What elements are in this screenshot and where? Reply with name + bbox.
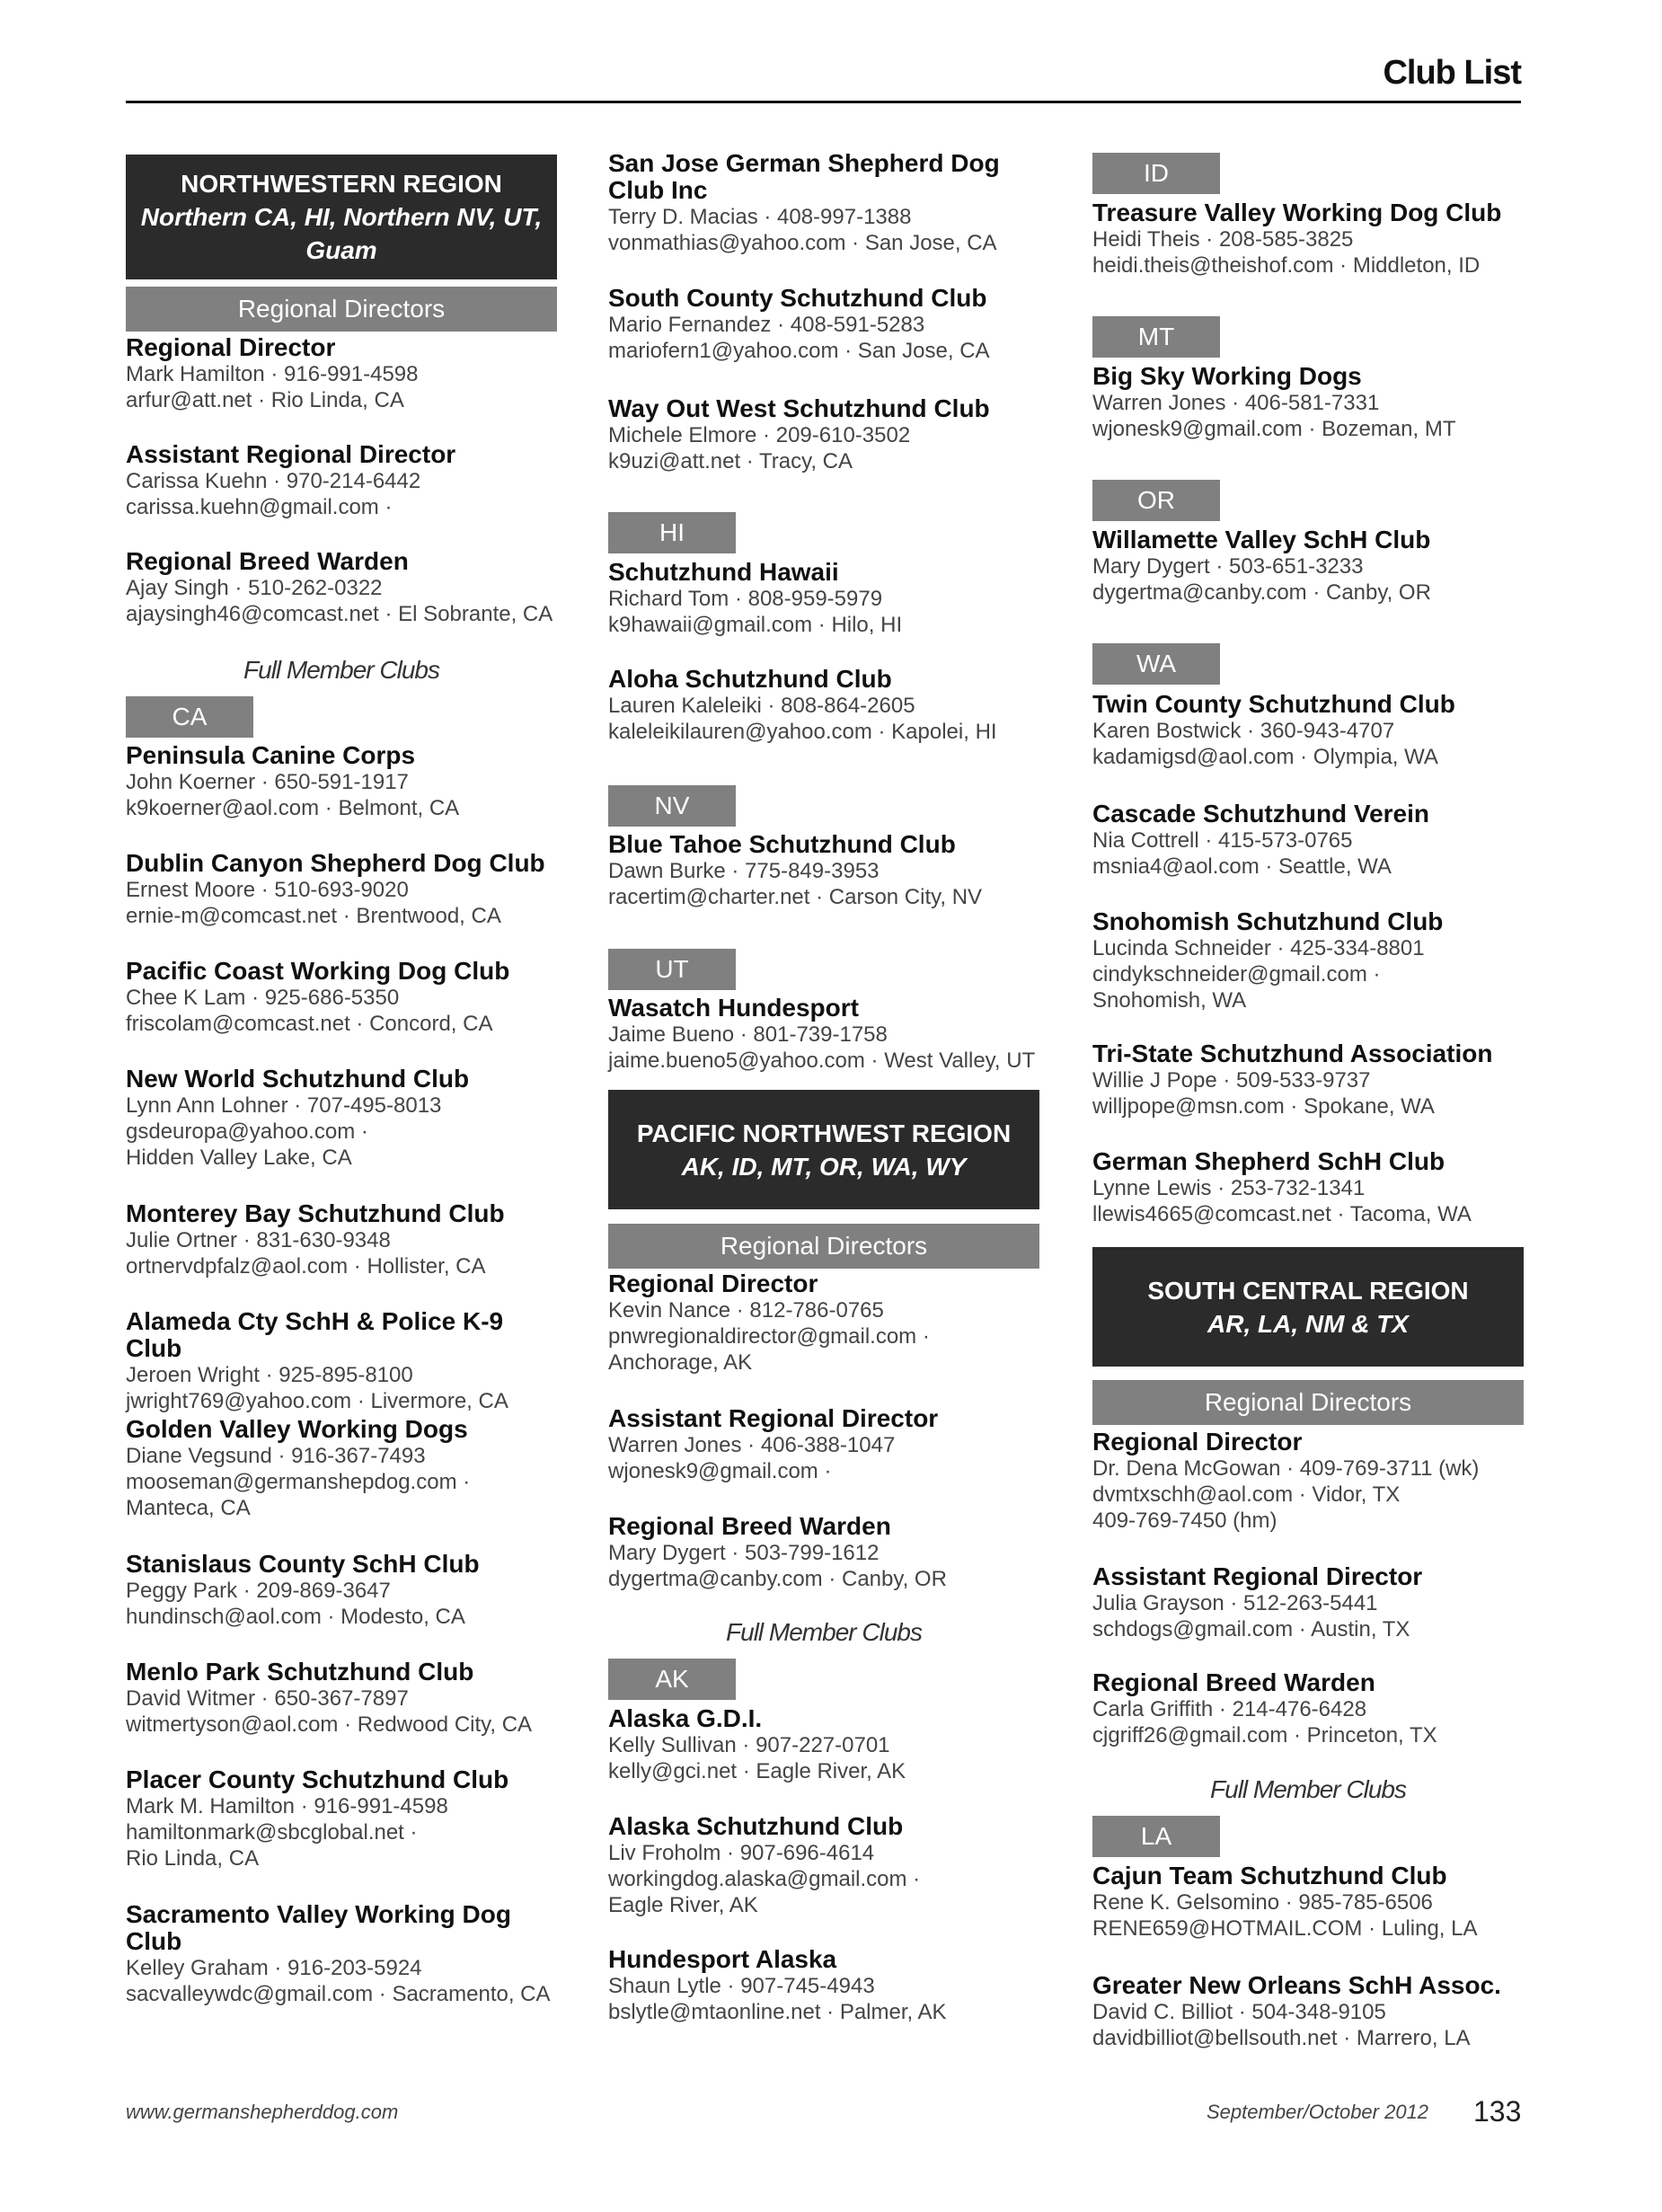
club-entry bbox=[608, 150, 1039, 256]
entry-contact: Willie J Pope · 509-533-9737 bbox=[1092, 1068, 1371, 1093]
entry-name: Alameda Cty SchH & Police K-9 Club bbox=[126, 1307, 504, 1362]
entry-location: Hidden Valley Lake, CA bbox=[126, 1146, 352, 1170]
entry-name: Sacramento Valley Working Dog Club bbox=[126, 1900, 511, 1955]
club-entry bbox=[1092, 363, 1524, 442]
entry-email[interactable]: wjonesk9@gmail.com · Bozeman, MT bbox=[1092, 417, 1456, 441]
entry-contact: Michele Elmore · 209-610-3502 bbox=[608, 423, 911, 447]
entry-name: Regional Breed Warden bbox=[1092, 1668, 1375, 1696]
entry-contact: Mario Fernandez · 408-591-5283 bbox=[608, 313, 925, 337]
entry-name: Aloha Schutzhund Club bbox=[608, 665, 892, 693]
entry-name: Cajun Team Schutzhund Club bbox=[1092, 1862, 1447, 1889]
region-name: PACIFIC NORTHWEST REGION bbox=[636, 1119, 1012, 1147]
entry-email[interactable]: dygertma@canby.com · Canby, OR bbox=[1092, 580, 1431, 605]
director-entry bbox=[1092, 1669, 1524, 1748]
director-entry bbox=[608, 1513, 1039, 1592]
entry-contact: Terry D. Macias · 408-997-1388 bbox=[608, 205, 912, 229]
entry-name: Big Sky Working Dogs bbox=[1092, 362, 1362, 390]
entry-location: Snohomish, WA bbox=[1092, 988, 1247, 1013]
entry-name: Schutzhund Hawaii bbox=[608, 558, 839, 586]
entry-contact: Julie Ortner · 831-630-9348 bbox=[126, 1228, 391, 1252]
entry-contact: Ernest Moore · 510-693-9020 bbox=[126, 878, 409, 902]
entry-name: Assistant Regional Director bbox=[1092, 1562, 1423, 1590]
entry-name: Placer County Schutzhund Club bbox=[126, 1765, 509, 1793]
entry-name: Peninsula Canine Corps bbox=[126, 741, 416, 769]
club-entry bbox=[126, 742, 557, 821]
entry-email[interactable]: k9koerner@aol.com · Belmont, CA bbox=[126, 796, 460, 820]
entry-name: German Shepherd SchH Club bbox=[1092, 1147, 1445, 1175]
club-entry bbox=[608, 395, 1039, 474]
header-rule bbox=[126, 101, 1521, 103]
state-tab-ut: UT bbox=[608, 949, 736, 990]
entry-email[interactable]: dygertma@canby.com · Canby, OR bbox=[608, 1567, 947, 1591]
entry-email[interactable]: ortnervdpfalz@aol.com · Hollister, CA bbox=[126, 1254, 486, 1279]
footer-url[interactable]: www.germanshepherddog.com bbox=[126, 2101, 399, 2123]
entry-email[interactable]: llewis4665@comcast.net · Tacoma, WA bbox=[1092, 1202, 1472, 1226]
entry-name: Snohomish Schutzhund Club bbox=[1092, 907, 1444, 935]
entry-name: Cascade Schutzhund Verein bbox=[1092, 800, 1429, 827]
entry-contact: Heidi Theis · 208-585-3825 bbox=[1092, 227, 1354, 252]
entry-email[interactable]: cindykschneider@gmail.com · bbox=[1092, 962, 1381, 987]
entry-name: Way Out West Schutzhund Club bbox=[608, 394, 990, 422]
club-entry bbox=[126, 1308, 557, 1414]
entry-email[interactable]: racertim@charter.net · Carson City, NV bbox=[608, 885, 983, 909]
entry-email[interactable]: carissa.kuehn@gmail.com · bbox=[126, 495, 393, 519]
entry-email[interactable]: witmertyson@aol.com · Redwood City, CA bbox=[126, 1712, 533, 1737]
entry-email[interactable]: sacvalleywdc@gmail.com · Sacramento, CA bbox=[126, 1982, 551, 2006]
region-name: NORTHWESTERN REGION bbox=[181, 170, 502, 198]
full-member-clubs-label: Full Member Clubs bbox=[1210, 1775, 1406, 1803]
regional-directors-bar: Regional Directors bbox=[126, 287, 557, 332]
entry-contact: Dawn Burke · 775-849-3953 bbox=[608, 859, 880, 883]
entry-email[interactable]: workingdog.alaska@gmail.com · bbox=[608, 1867, 921, 1891]
club-entry bbox=[126, 1659, 557, 1738]
entry-contact: Nia Cottrell · 415-573-0765 bbox=[1092, 828, 1353, 853]
entry-contact: Lauren Kaleleiki · 808-864-2605 bbox=[608, 694, 915, 718]
entry-email[interactable]: davidbilliot@bellsouth.net · Marrero, LA bbox=[1092, 2026, 1471, 2050]
entry-name: Menlo Park Schutzhund Club bbox=[126, 1658, 474, 1686]
club-entry bbox=[608, 831, 1039, 910]
entry-name: Regional Breed Warden bbox=[126, 547, 409, 575]
entry-contact: Mark Hamilton · 916-991-4598 bbox=[126, 362, 419, 386]
entry-contact: Liv Froholm · 907-696-4614 bbox=[608, 1841, 875, 1865]
entry-email[interactable]: hamiltonmark@sbcglobal.net · bbox=[126, 1820, 418, 1845]
club-entry bbox=[126, 1066, 557, 1171]
state-tab-mt: MT bbox=[1092, 316, 1220, 358]
entry-contact: Shaun Lytle · 907-745-4943 bbox=[608, 1974, 875, 1998]
entry-name: San Jose German Shepherd Dog bbox=[608, 149, 1000, 177]
entry-email[interactable]: bslytle@mtaonline.net · Palmer, AK bbox=[608, 2000, 947, 2024]
director-entry bbox=[608, 1405, 1039, 1484]
state-tab-la: LA bbox=[1092, 1816, 1220, 1857]
entry-contact: David C. Billiot · 504-348-9105 bbox=[1092, 2000, 1386, 2024]
entry-email[interactable]: mariofern1@yahoo.com · San Jose, CA bbox=[608, 339, 990, 363]
entry-name: Regional Director bbox=[126, 333, 336, 361]
entry-name-cont: Club Inc bbox=[608, 176, 708, 204]
entry-location: Manteca, CA bbox=[126, 1496, 251, 1520]
entry-location: Rio Linda, CA bbox=[126, 1846, 260, 1871]
state-tab-wa: WA bbox=[1092, 643, 1220, 685]
entry-phone-home: 409-769-7450 (hm) bbox=[1092, 1509, 1277, 1533]
state-tab-nv: NV bbox=[608, 785, 736, 827]
entry-contact: Rene K. Gelsomino · 985-785-6506 bbox=[1092, 1890, 1433, 1915]
club-entry bbox=[1092, 1863, 1524, 1942]
region-box-south-central bbox=[1092, 1247, 1524, 1367]
club-entry bbox=[126, 1901, 557, 2007]
entry-email[interactable]: vonmathias@yahoo.com · San Jose, CA bbox=[608, 231, 997, 255]
club-entry bbox=[126, 1416, 557, 1521]
entry-name: Tri-State Schutzhund Association bbox=[1092, 1040, 1493, 1067]
club-entry bbox=[126, 1551, 557, 1630]
entry-contact: Mary Dygert · 503-799-1612 bbox=[608, 1541, 880, 1565]
entry-name: Alaska Schutzhund Club bbox=[608, 1812, 904, 1840]
club-entry bbox=[1092, 199, 1524, 279]
entry-email[interactable]: schdogs@gmail.com · Austin, TX bbox=[1092, 1617, 1410, 1641]
entry-name: Hundesport Alaska bbox=[608, 1945, 837, 1973]
entry-contact: Diane Vegsund · 916-367-7493 bbox=[126, 1444, 426, 1468]
regional-directors-bar: Regional Directors bbox=[608, 1224, 1039, 1269]
region-states: Northern CA, HI, Northern NV, UT, Guam bbox=[140, 203, 543, 264]
director-entry bbox=[126, 334, 557, 413]
entry-name: New World Schutzhund Club bbox=[126, 1065, 470, 1093]
club-entry bbox=[608, 285, 1039, 364]
club-entry bbox=[608, 995, 1039, 1074]
page-number: 133 bbox=[1473, 2095, 1522, 2128]
entry-email[interactable]: msnia4@aol.com · Seattle, WA bbox=[1092, 854, 1392, 879]
entry-contact: Lynne Lewis · 253-732-1341 bbox=[1092, 1176, 1366, 1200]
entry-email[interactable]: jwright769@yahoo.com · Livermore, CA bbox=[126, 1389, 508, 1413]
entry-name: Assistant Regional Director bbox=[608, 1404, 939, 1432]
entry-contact: Carla Griffith · 214-476-6428 bbox=[1092, 1697, 1367, 1721]
entry-contact: Karen Bostwick · 360-943-4707 bbox=[1092, 719, 1395, 743]
entry-email[interactable]: ernie-m@comcast.net · Brentwood, CA bbox=[126, 904, 501, 928]
entry-name: Greater New Orleans SchH Assoc. bbox=[1092, 1971, 1501, 1999]
footer-issue-date: September/October 2012 bbox=[1207, 2101, 1429, 2123]
entry-name: Twin County Schutzhund Club bbox=[1092, 690, 1455, 718]
club-entry bbox=[126, 1200, 557, 1279]
state-tab-ca: CA bbox=[126, 696, 253, 738]
region-states: AK, ID, MT, OR, WA, WY bbox=[681, 1153, 967, 1181]
page-title: Club List bbox=[1383, 54, 1521, 92]
entry-contact: Kevin Nance · 812-786-0765 bbox=[608, 1298, 884, 1323]
entry-contact: Richard Tom · 808-959-5979 bbox=[608, 587, 883, 611]
entry-email[interactable]: mooseman@germanshepdog.com · bbox=[126, 1470, 471, 1494]
entry-contact: Ajay Singh · 510-262-0322 bbox=[126, 576, 383, 600]
entry-location: Anchorage, AK bbox=[608, 1350, 753, 1375]
entry-name: Dublin Canyon Shepherd Dog Club bbox=[126, 849, 545, 877]
director-entry bbox=[126, 441, 557, 520]
state-tab-ak: AK bbox=[608, 1659, 736, 1700]
director-entry bbox=[126, 548, 557, 627]
entry-name: Regional Breed Warden bbox=[608, 1512, 891, 1540]
entry-name: Regional Director bbox=[608, 1270, 818, 1297]
entry-name: Monterey Bay Schutzhund Club bbox=[126, 1199, 505, 1227]
entry-email[interactable]: hundinsch@aol.com · Modesto, CA bbox=[126, 1605, 465, 1629]
entry-contact: Jaime Bueno · 801-739-1758 bbox=[608, 1022, 888, 1047]
entry-name: Wasatch Hundesport bbox=[608, 994, 859, 1022]
entry-contact: Peggy Park · 209-869-3647 bbox=[126, 1579, 391, 1603]
entry-name: Stanislaus County SchH Club bbox=[126, 1550, 480, 1578]
entry-contact: Julia Grayson · 512-263-5441 bbox=[1092, 1591, 1378, 1615]
entry-contact: Chee K Lam · 925-686-5350 bbox=[126, 986, 400, 1010]
entry-name: Pacific Coast Working Dog Club bbox=[126, 957, 510, 985]
entry-contact: Dr. Dena McGowan · 409-769-3711 (wk) bbox=[1092, 1456, 1480, 1481]
club-entry bbox=[1092, 1040, 1524, 1119]
club-entry bbox=[608, 1813, 1039, 1918]
entry-name: Willamette Valley SchH Club bbox=[1092, 526, 1431, 553]
entry-name: Assistant Regional Director bbox=[126, 440, 456, 468]
region-box-pacific-northwest bbox=[608, 1090, 1039, 1209]
club-entry bbox=[1092, 1972, 1524, 2051]
entry-email[interactable]: RENE659@HOTMAIL.COM · Luling, LA bbox=[1092, 1916, 1478, 1941]
entry-email[interactable]: kaleleikilauren@yahoo.com · Kapolei, HI bbox=[608, 720, 997, 744]
director-entry bbox=[1092, 1563, 1524, 1642]
entry-email[interactable]: kelly@gci.net · Eagle River, AK bbox=[608, 1759, 906, 1783]
entry-email[interactable]: willjpope@msn.com · Spokane, WA bbox=[1092, 1094, 1435, 1119]
club-entry bbox=[1092, 691, 1524, 770]
entry-email[interactable]: k9hawaii@gmail.com · Hilo, HI bbox=[608, 613, 903, 637]
entry-name: Blue Tahoe Schutzhund Club bbox=[608, 830, 956, 858]
entry-contact: David Witmer · 650-367-7897 bbox=[126, 1686, 409, 1711]
entry-location: Eagle River, AK bbox=[608, 1893, 758, 1917]
entry-contact: Lynn Ann Lohner · 707-495-8013 bbox=[126, 1093, 442, 1118]
entry-email[interactable]: k9uzi@att.net · Tracy, CA bbox=[608, 449, 853, 473]
club-entry bbox=[608, 559, 1039, 638]
regional-directors-bar: Regional Directors bbox=[1092, 1380, 1524, 1425]
entry-contact: Kelly Sullivan · 907-227-0701 bbox=[608, 1733, 890, 1757]
entry-email[interactable]: pnwregionaldirector@gmail.com · bbox=[608, 1324, 930, 1349]
entry-name: South County Schutzhund Club bbox=[608, 284, 987, 312]
club-entry bbox=[1092, 908, 1524, 1013]
director-entry bbox=[1092, 1429, 1524, 1534]
entry-contact: John Koerner · 650-591-1917 bbox=[126, 770, 409, 794]
entry-contact: Kelley Graham · 916-203-5924 bbox=[126, 1956, 422, 1980]
region-box-northwestern bbox=[126, 155, 557, 279]
club-entry bbox=[608, 1946, 1039, 2025]
club-entry bbox=[126, 850, 557, 929]
entry-contact: Mark M. Hamilton · 916-991-4598 bbox=[126, 1794, 448, 1818]
entry-email[interactable]: wjonesk9@gmail.com · bbox=[608, 1459, 832, 1483]
entry-contact: Mary Dygert · 503-651-3233 bbox=[1092, 554, 1364, 579]
entry-email[interactable]: jaime.bueno5@yahoo.com · West Valley, UT bbox=[608, 1048, 1036, 1073]
full-member-clubs-label: Full Member Clubs bbox=[243, 656, 439, 684]
entry-contact: Carissa Kuehn · 970-214-6442 bbox=[126, 469, 421, 493]
entry-email[interactable]: kadamigsd@aol.com · Olympia, WA bbox=[1092, 745, 1438, 769]
entry-contact: Warren Jones · 406-388-1047 bbox=[608, 1433, 896, 1457]
entry-email[interactable]: arfur@att.net · Rio Linda, CA bbox=[126, 388, 404, 412]
entry-contact: Lucinda Schneider · 425-334-8801 bbox=[1092, 936, 1425, 960]
entry-email[interactable]: heidi.theis@theishof.com · Middleton, ID bbox=[1092, 253, 1481, 278]
entry-name: Alaska G.D.I. bbox=[608, 1704, 763, 1732]
entry-email[interactable]: cjgriff26@gmail.com · Princeton, TX bbox=[1092, 1723, 1437, 1747]
club-entry bbox=[126, 958, 557, 1037]
full-member-clubs-label: Full Member Clubs bbox=[726, 1618, 922, 1646]
entry-name: Treasure Valley Working Dog Club bbox=[1092, 199, 1502, 226]
club-entry bbox=[608, 1705, 1039, 1784]
entry-name: Golden Valley Working Dogs bbox=[126, 1415, 468, 1443]
entry-contact: Warren Jones · 406-581-7331 bbox=[1092, 391, 1380, 415]
entry-email[interactable]: ajaysingh46@comcast.net · El Sobrante, CA bbox=[126, 602, 553, 626]
club-entry bbox=[126, 1766, 557, 1871]
entry-email[interactable]: gsdeuropa@yahoo.com · bbox=[126, 1119, 368, 1144]
club-entry bbox=[1092, 1148, 1524, 1227]
entry-name: Regional Director bbox=[1092, 1428, 1303, 1455]
entry-email[interactable]: friscolam@comcast.net · Concord, CA bbox=[126, 1012, 493, 1036]
club-entry bbox=[1092, 801, 1524, 880]
region-name: SOUTH CENTRAL REGION bbox=[1147, 1277, 1469, 1305]
state-tab-hi: HI bbox=[608, 512, 736, 553]
entry-contact: Jeroen Wright · 925-895-8100 bbox=[126, 1363, 413, 1387]
state-tab-or: OR bbox=[1092, 480, 1220, 521]
entry-email[interactable]: dvmtxschh@aol.com · Vidor, TX bbox=[1092, 1482, 1401, 1507]
club-entry bbox=[608, 666, 1039, 745]
club-entry bbox=[1092, 526, 1524, 606]
region-states: AR, LA, NM & TX bbox=[1207, 1310, 1409, 1338]
state-tab-id: ID bbox=[1092, 153, 1220, 194]
director-entry bbox=[608, 1270, 1039, 1376]
